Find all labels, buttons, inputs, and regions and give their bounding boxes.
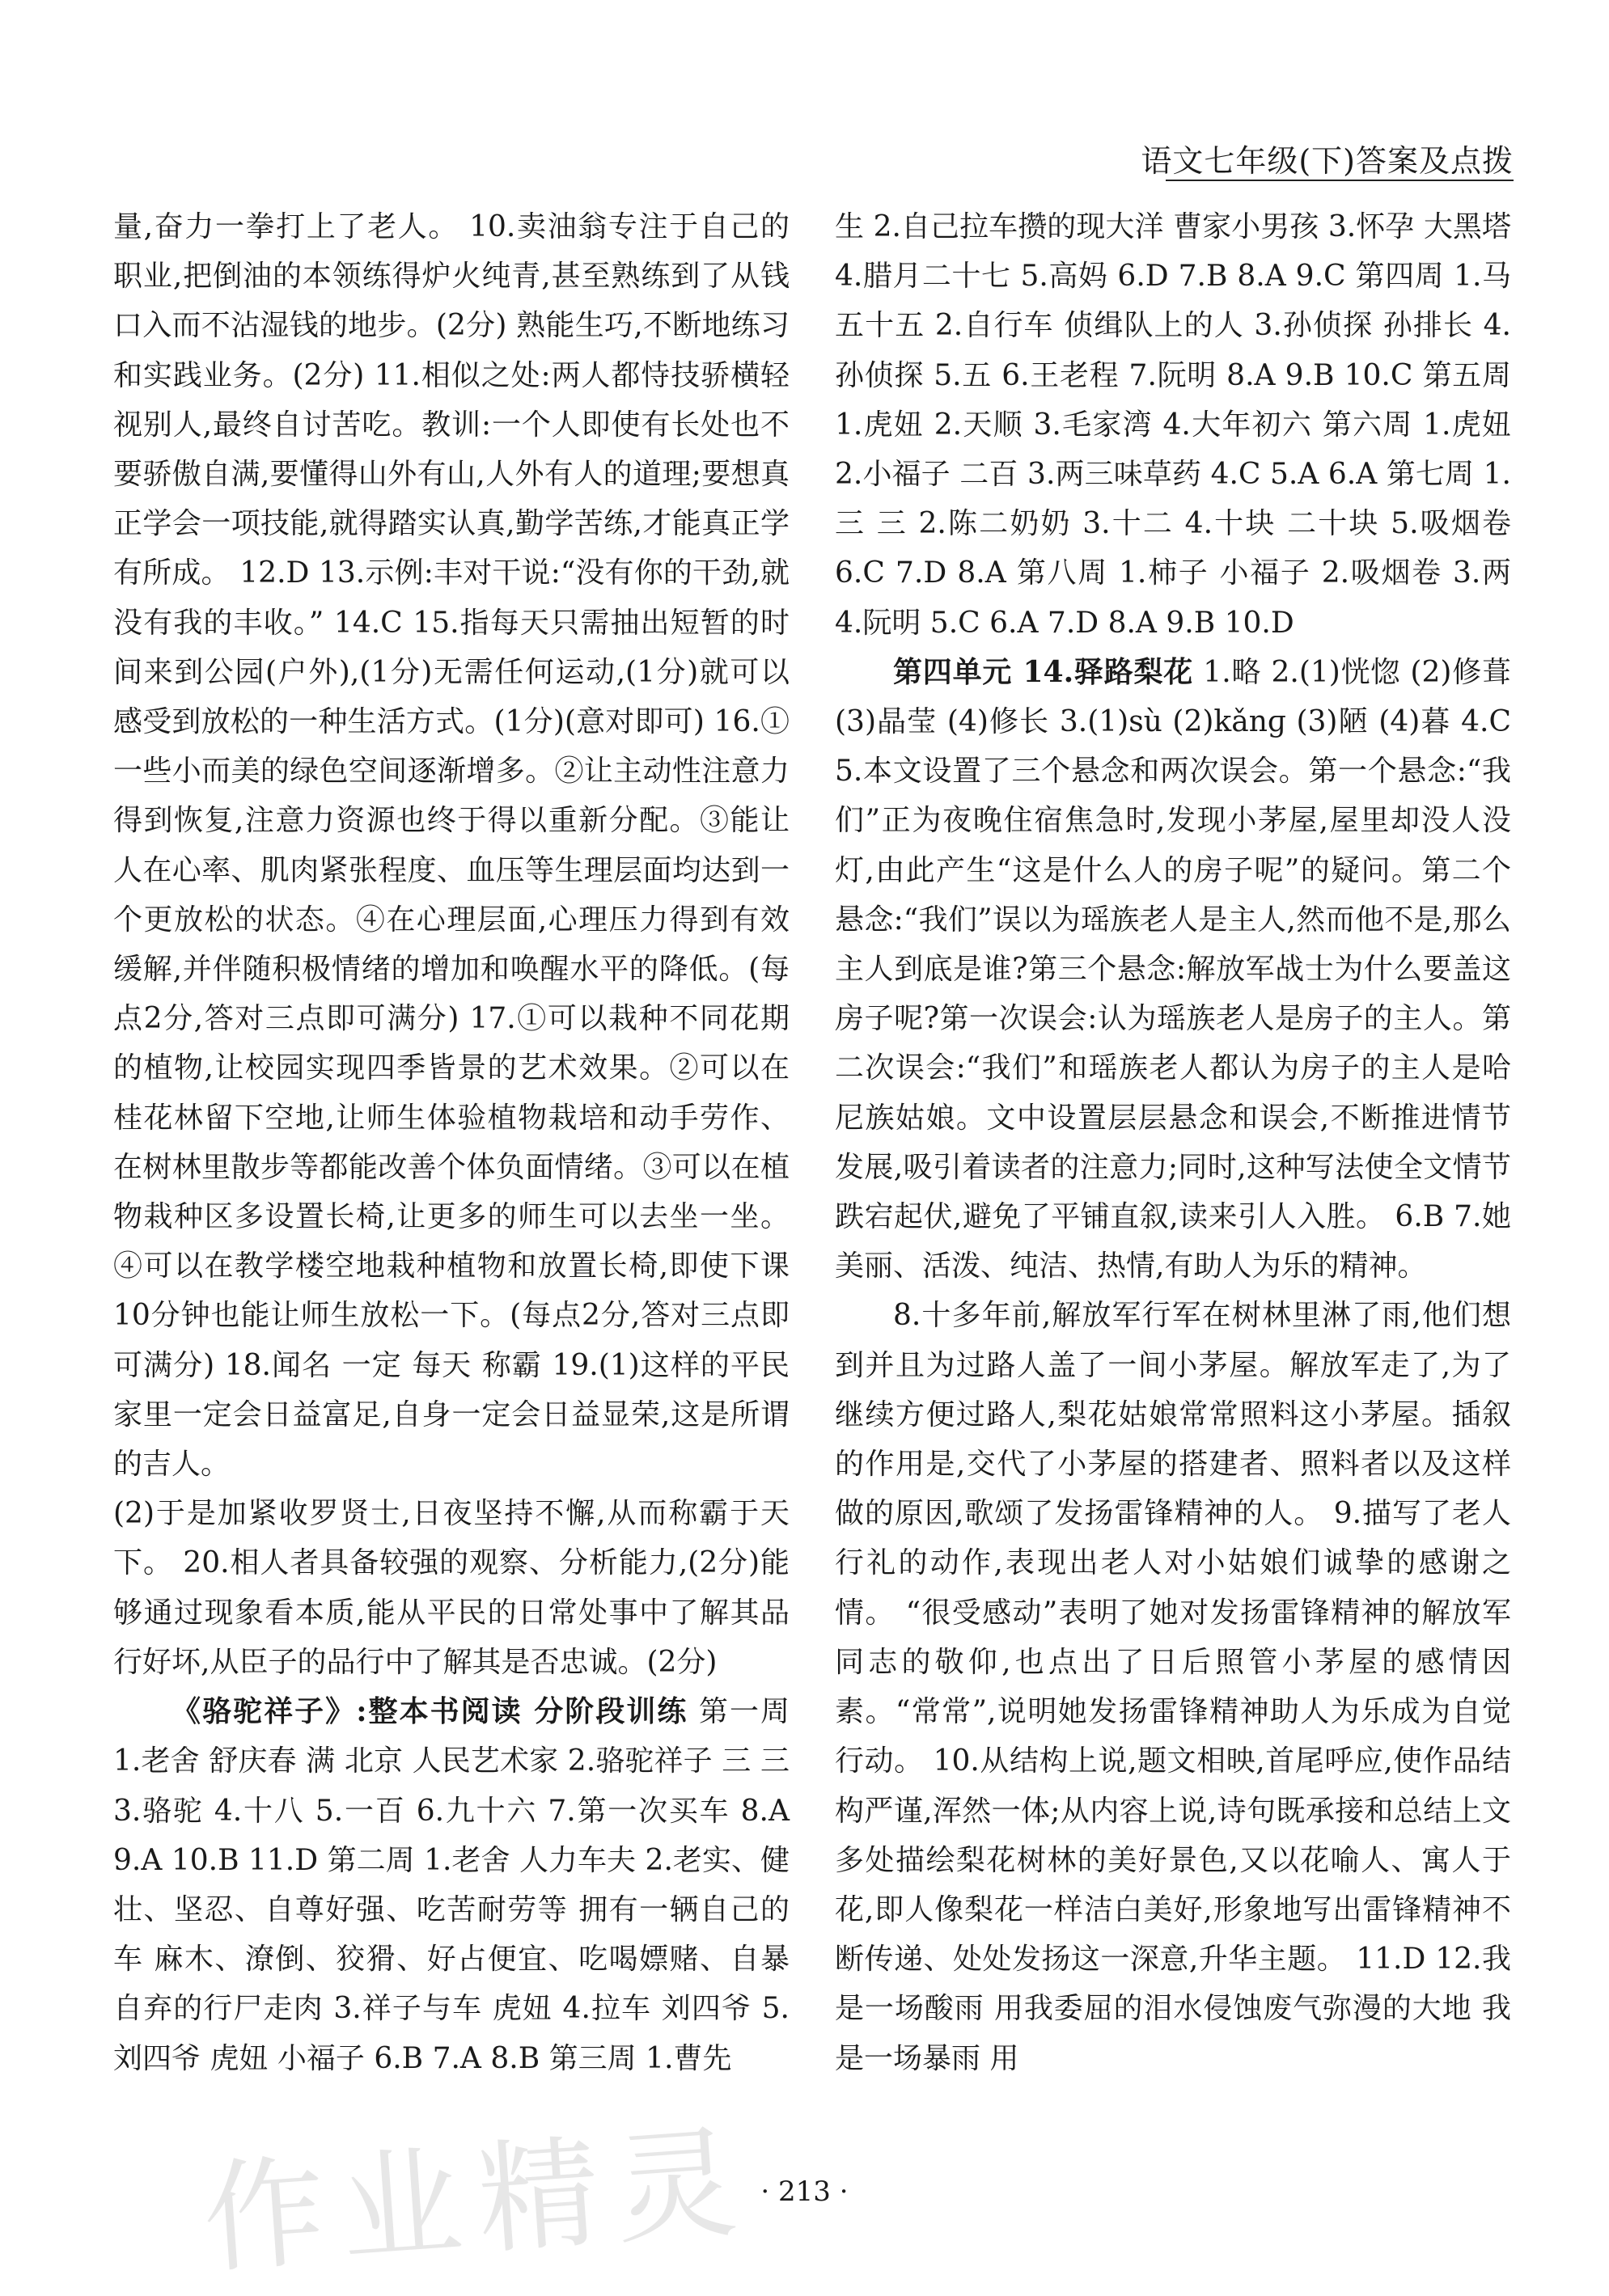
right-paragraph-2 bbox=[835, 648, 1511, 1292]
left-paragraph-2: (2)于是加紧收罗贤士,日夜坚持不懈,从而称霸于天下。 20.相人者具备较强的观察、分析能力,(2分)能够通过现象看本质,能从平民的日常处事中了解其品行好坏,从臣子的品行中了解其是否忠诚。(2分) bbox=[113, 1497, 790, 1679]
right-paragraph-3: 8.十多年前,解放军行军在树林里淋了雨,他们想到并且为过路人盖了一间小茅屋。解放军走了,为了继续方便过路人,梨花姑娘常常照料这小茅屋。插叙的作用是,交代了小茅屋的搭建者、照料者以及这样做的原因,歌颂了发扬雷锋精神的人。 9.描写了老人行礼的动作,表现出老人对小姑娘们诚挚的感谢之情。 “很受感动”表明了她对发扬雷锋精神的解放军同志的敬仰,也点出了日后照管小茅屋的感情因素。“常常”,说明她发扬雷锋精神助人为乐成为自觉行动。 10.从结构上说,题文相映,首尾呼应,使作品结构严谨,浑然一体;从内容上说,诗句既承接和总结上文多处描绘梨花树林的美好景色,又以花喻人、寓人于花,即人像梨花一样洁白美好,形象地写出雷锋精神不断传递、处处发扬这一深意,升华主题。 11.D 12.我是一场酸雨 用我委屈的泪水侵蚀废气弥漫的大地 我是一场暴雨 用 bbox=[835, 1299, 1511, 2075]
page-header-title: 语文七年级(下)答案及点拨 bbox=[1141, 143, 1514, 179]
left-paragraph-3 bbox=[113, 1687, 790, 2083]
header-divider bbox=[1166, 180, 1514, 181]
section-heading-unit-four: 第四单元 14.驿路梨花 bbox=[893, 654, 1194, 689]
right-column bbox=[835, 202, 1511, 2083]
right-paragraph-1: 生 2.自己拉车攒的现大洋 曹家小男孩 3.怀孕 大黑塔 4.腊月二十七 5.高妈 6.D 7.B 8.A 9.C 第四周 1.马 五十五 2.自行车 侦缉队上的人 3.孙侦探 孙排长 4.孙侦探 5.五 6.王老程 7.阮明 8.A 9.B 10.C 第五周 1.虎妞 2.天顺 3.毛家湾 4.大年初六 第六周 1.虎妞 2.小福子 二百 3.两三味草药 4.C 5.A 6.A 第七周 1.三 三 2.陈二奶奶 3.十二 4.十块 二十块 5.吸烟卷 6.C 7.D 8.A 第八周 1.柿子 小福子 2.吸烟卷 3.两 4.阮明 5.C 6.A 7.D 8.A 9.B 10.D bbox=[835, 210, 1511, 640]
left-paragraph-3-body: 第一周 1.老舍 舒庆春 满 北京 人民艺术家 2.骆驼祥子 三 三 3.骆驼 4.十八 5.一百 6.九十六 7.第一次买车 8.A 9.A 10.B 11.D 第二周 1.老舍 人力车夫 2.老实、健壮、坚忍、自尊好强、吃苦耐劳等 拥有一辆自己的车 麻木、潦倒、狡猾、好占便宜、吃喝嫖赌、自暴自弃的行尸走肉 3.祥子与车 虎妞 4.拉车 刘四爷 5.刘四爷 虎妞 小福子 6.B 7.A 8.B 第三周 1.曹先 bbox=[113, 1695, 790, 2075]
right-paragraph-2-body: 1.略 2.(1)恍惚 (2)修葺 (3)晶莹 (4)修长 3.(1)sù (2)kǎnɡ (3)陋 (4)暮 4.C 5.本文设置了三个悬念和两次误会。第一个悬念:“我们”正为夜晚住宿焦急时,发现小茅屋,屋里却没人没灯,由此产生“这是什么人的房子呢”的疑问。第二个悬念:“我们”误以为瑶族老人是主人,然而他不是,那么主人到底是谁?第三个悬念:解放军战士为什么要盖这房子呢?第一次误会:认为瑶族老人是房子的主人。第二次误会:“我们”和瑶族老人都认为房子的主人是哈尼族姑娘。文中设置层层悬念和误会,不断推进情节发展,吸引着读者的注意力;同时,这种写法使全文情节跌宕起伏,避免了平铺直叙,读来引人入胜。 6.B 7.她美丽、活泼、纯洁、热情,有助人为乐的精神。 bbox=[835, 655, 1511, 1283]
left-column bbox=[113, 202, 790, 2083]
page-number: · 213 · bbox=[760, 2175, 849, 2208]
section-heading-camel-xiangzi: 《骆驼祥子》:整本书阅读 分阶段训练 bbox=[171, 1694, 688, 1729]
watermark-logo: 作业精灵 bbox=[198, 2112, 758, 2291]
left-paragraph-1: 量,奋力一拳打上了老人。 10.卖油翁专注于自己的职业,把倒油的本领练得炉火纯青,甚至熟练到了从钱口入而不沾湿钱的地步。(2分) 熟能生巧,不断地练习和实践业务。(2分) 11.相似之处:两人都恃技骄横轻视别人,最终自讨苦吃。教训:一个人即使有长处也不要骄傲自满,要懂得山外有山,人外有人的道理;要想真正学会一项技能,就得踏实认真,勤学苦练,才能真正学有所成。 12.D 13.示例:丰对干说:“没有你的干劲,就没有我的丰收。” 14.C 15.指每天只需抽出短暂的时间来到公园(户外),(1分)无需任何运动,(1分)就可以感受到放松的一种生活方式。(1分)(意对即可) 16.①一些小而美的绿色空间逐渐增多。②让主动性注意力得到恢复,注意力资源也终于得以重新分配。③能让人在心率、肌肉紧张程度、血压等生理层面均达到一个更放松的状态。④在心理层面,心理压力得到有效缓解,并伴随积极情绪的增加和唤醒水平的降低。(每点2分,答对三点即可满分) 17.①可以栽种不同花期的植物,让校园实现四季皆景的艺术效果。②可以在桂花林留下空地,让师生体验植物栽培和动手劳作、在树林里散步等都能改善个体负面情绪。③可以在植物栽种区多设置长椅,让更多的师生可以去坐一坐。④可以在教学楼空地栽种植物和放置长椅,即使下课10分钟也能让师生放松一下。(每点2分,答对三点即可满分) 18.闻名 一定 每天 称霸 19.(1)这样的平民家里一定会日益富足,自身一定会日益显荣,这是所谓的吉人。 bbox=[113, 210, 790, 1482]
